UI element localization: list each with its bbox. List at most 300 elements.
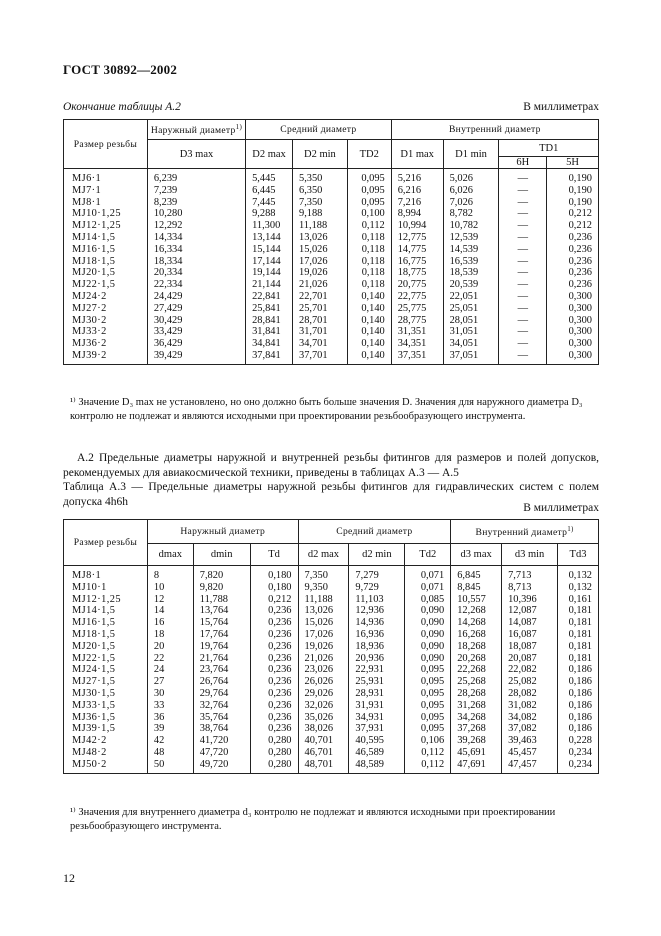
value-cell: 31,351	[391, 326, 443, 338]
value-cell: 0,118	[347, 232, 391, 244]
value-cell: 11,788	[193, 594, 250, 606]
value-cell: 19,026	[293, 267, 348, 279]
value-cell: 34,051	[443, 338, 499, 350]
table-row	[64, 291, 599, 303]
value-cell: 28,051	[443, 315, 499, 327]
table-row	[64, 256, 599, 268]
table-row	[64, 664, 599, 676]
value-cell: 0,186	[557, 676, 598, 688]
value-cell: 14,087	[502, 617, 558, 629]
value-cell: 16,268	[451, 629, 502, 641]
value-cell: 0,300	[547, 291, 599, 303]
thread-size-cell: MJ39·1,5	[64, 723, 148, 735]
value-cell: 13,144	[246, 232, 293, 244]
value-cell: 11,103	[349, 594, 405, 606]
value-cell: 25,701	[293, 303, 348, 315]
value-cell: 5,350	[293, 169, 348, 185]
value-cell: 0,186	[557, 688, 598, 700]
table-row	[64, 747, 599, 759]
value-cell: 37,268	[451, 723, 502, 735]
value-cell: 9,820	[193, 582, 250, 594]
value-cell: 20,087	[502, 653, 558, 665]
value-cell: 0,181	[557, 641, 598, 653]
value-cell: 19,764	[193, 641, 250, 653]
value-cell: 0,236	[547, 256, 599, 268]
table-a3-caption: Таблица А.3 — Предельные диаметры наружной резьбы фитингов для гидравлических систем с полем допуска 4h6h	[63, 481, 599, 508]
thread-size-cell: MJ48·2	[64, 747, 148, 759]
value-cell: 10,396	[502, 594, 558, 606]
value-cell: 47,691	[451, 759, 502, 773]
value-cell: 0,095	[347, 185, 391, 197]
value-cell: 31,082	[502, 700, 558, 712]
value-cell: 46,589	[349, 747, 405, 759]
value-cell: 31,051	[443, 326, 499, 338]
value-cell: 17,764	[193, 629, 250, 641]
table-row	[64, 303, 599, 315]
thread-size-cell: MJ27·2	[64, 303, 148, 315]
value-cell: 22	[147, 653, 193, 665]
value-cell: 10,782	[443, 220, 499, 232]
value-cell: 0,181	[557, 605, 598, 617]
value-cell: 45,457	[502, 747, 558, 759]
value-cell: 14,539	[443, 244, 499, 256]
value-cell: 39,463	[502, 735, 558, 747]
value-cell: 14	[147, 605, 193, 617]
value-cell: 0,236	[250, 676, 298, 688]
value-cell: 0,234	[557, 759, 598, 773]
value-cell: 17,144	[246, 256, 293, 268]
value-cell: 0,112	[405, 759, 451, 773]
value-cell: 0,118	[347, 244, 391, 256]
value-cell: 22,931	[349, 664, 405, 676]
value-cell: 28,841	[246, 315, 293, 327]
value-cell: 38,026	[298, 723, 349, 735]
table-row	[64, 594, 599, 606]
thread-size-cell: MJ7·1	[64, 185, 148, 197]
thread-size-cell: MJ33·1,5	[64, 700, 148, 712]
value-cell: 13,026	[293, 232, 348, 244]
thread-size-cell: MJ16·1,5	[64, 244, 148, 256]
thread-size-cell: MJ10·1	[64, 582, 148, 594]
value-cell: 14,936	[349, 617, 405, 629]
value-cell: 10,994	[391, 220, 443, 232]
value-cell: 25,931	[349, 676, 405, 688]
value-cell: 25,082	[502, 676, 558, 688]
table-row	[64, 688, 599, 700]
value-cell: 0,236	[547, 244, 599, 256]
value-cell: 0,071	[405, 582, 451, 594]
thread-size-cell: MJ14·1,5	[64, 605, 148, 617]
page-number: 12	[63, 871, 75, 885]
value-cell: —	[499, 291, 547, 303]
value-cell: 0,106	[405, 735, 451, 747]
value-cell: 0,095	[405, 664, 451, 676]
table-row	[64, 208, 599, 220]
value-cell: 0,236	[547, 279, 599, 291]
thread-size-cell: MJ24·2	[64, 291, 148, 303]
value-cell: 45,691	[451, 747, 502, 759]
header-td3: Td3	[557, 544, 598, 566]
table1-unit: В миллиметрах	[523, 101, 599, 113]
value-cell: 0,300	[547, 338, 599, 350]
value-cell: 18,087	[502, 641, 558, 653]
value-cell: —	[499, 197, 547, 209]
value-cell: —	[499, 244, 547, 256]
value-cell: 34,931	[349, 712, 405, 724]
value-cell: 15,764	[193, 617, 250, 629]
value-cell: —	[499, 279, 547, 291]
value-cell: 0,118	[347, 279, 391, 291]
value-cell: 0,186	[557, 723, 598, 735]
value-cell: 48,701	[298, 759, 349, 773]
value-cell: 28,931	[349, 688, 405, 700]
header-middle-diameter: Средний диаметр	[298, 520, 451, 544]
value-cell: 9,350	[298, 582, 349, 594]
thread-size-cell: MJ22·1,5	[64, 279, 148, 291]
value-cell: 31,701	[293, 326, 348, 338]
value-cell: 12,087	[502, 605, 558, 617]
value-cell: 8,994	[391, 208, 443, 220]
thread-size-cell: MJ22·1,5	[64, 653, 148, 665]
value-cell: 0,118	[347, 256, 391, 268]
table-row	[64, 350, 599, 364]
value-cell: 7,713	[502, 566, 558, 582]
value-cell: 11,188	[293, 220, 348, 232]
table-a3	[63, 519, 599, 774]
value-cell: 0,236	[250, 723, 298, 735]
value-cell: 0,095	[347, 197, 391, 209]
value-cell: 50	[147, 759, 193, 773]
table3-unit: В миллиметрах	[523, 502, 599, 514]
value-cell: 23,764	[193, 664, 250, 676]
thread-size-cell: MJ18·1,5	[64, 629, 148, 641]
header-outer-diameter: Наружный диаметр$^{1)}$	[147, 120, 245, 140]
header-d2min: d2 min	[349, 544, 405, 566]
value-cell: 27,429	[147, 303, 245, 315]
value-cell: 29,764	[193, 688, 250, 700]
value-cell: 34,351	[391, 338, 443, 350]
table-row	[64, 232, 599, 244]
thread-size-cell: MJ42·2	[64, 735, 148, 747]
header-d2max: d2 max	[298, 544, 349, 566]
value-cell: 9,729	[349, 582, 405, 594]
thread-size-cell: MJ39·2	[64, 350, 148, 364]
value-cell: 9,188	[293, 208, 348, 220]
value-cell: 37,931	[349, 723, 405, 735]
value-cell: 0,161	[557, 594, 598, 606]
value-cell: 35,026	[298, 712, 349, 724]
value-cell: 0,090	[405, 617, 451, 629]
value-cell: 12,775	[391, 232, 443, 244]
value-cell: 12	[147, 594, 193, 606]
value-cell: 34,701	[293, 338, 348, 350]
value-cell: 0,132	[557, 582, 598, 594]
value-cell: 18,539	[443, 267, 499, 279]
value-cell: 0,181	[557, 617, 598, 629]
value-cell: —	[499, 267, 547, 279]
value-cell: 0,236	[250, 629, 298, 641]
value-cell: 41,720	[193, 735, 250, 747]
value-cell: 48,589	[349, 759, 405, 773]
value-cell: 6,026	[443, 185, 499, 197]
value-cell: 49,720	[193, 759, 250, 773]
value-cell: 0,280	[250, 747, 298, 759]
value-cell: 0,095	[405, 700, 451, 712]
value-cell: 0,181	[557, 629, 598, 641]
value-cell: 42	[147, 735, 193, 747]
value-cell: 22,051	[443, 291, 499, 303]
header-td1: TD1	[499, 140, 599, 157]
table-row	[64, 326, 599, 338]
value-cell: 28,082	[502, 688, 558, 700]
value-cell: 0,095	[405, 676, 451, 688]
value-cell: 16,087	[502, 629, 558, 641]
document-header: ГОСТ 30892—2002	[63, 62, 178, 77]
value-cell: 20,539	[443, 279, 499, 291]
thread-size-cell: MJ18·1,5	[64, 256, 148, 268]
value-cell: 25,051	[443, 303, 499, 315]
header-td2: Td2	[405, 544, 451, 566]
value-cell: 32,026	[298, 700, 349, 712]
value-cell: 0,186	[557, 664, 598, 676]
table-row	[64, 267, 599, 279]
value-cell: 37,701	[293, 350, 348, 364]
value-cell: 32,764	[193, 700, 250, 712]
value-cell: 13,026	[298, 605, 349, 617]
value-cell: 31,268	[451, 700, 502, 712]
value-cell: 24,429	[147, 291, 245, 303]
value-cell: 21,764	[193, 653, 250, 665]
table-row	[64, 169, 599, 185]
table-row	[64, 185, 599, 197]
value-cell: 9,288	[246, 208, 293, 220]
value-cell: 39,268	[451, 735, 502, 747]
value-cell: 7,350	[293, 197, 348, 209]
value-cell: 12,936	[349, 605, 405, 617]
value-cell: 47,720	[193, 747, 250, 759]
value-cell: 11,300	[246, 220, 293, 232]
value-cell: 19,144	[246, 267, 293, 279]
value-cell: 5,026	[443, 169, 499, 185]
value-cell: 47,457	[502, 759, 558, 773]
value-cell: 22,841	[246, 291, 293, 303]
value-cell: 0,090	[405, 605, 451, 617]
value-cell: —	[499, 208, 547, 220]
thread-size-cell: MJ36·2	[64, 338, 148, 350]
value-cell: 23,026	[298, 664, 349, 676]
value-cell: 40,701	[298, 735, 349, 747]
value-cell: 25,775	[391, 303, 443, 315]
value-cell: 36	[147, 712, 193, 724]
value-cell: 12,539	[443, 232, 499, 244]
value-cell: 8,845	[451, 582, 502, 594]
value-cell: —	[499, 256, 547, 268]
value-cell: —	[499, 326, 547, 338]
value-cell: 0,140	[347, 338, 391, 350]
value-cell: 31,841	[246, 326, 293, 338]
value-cell: —	[499, 220, 547, 232]
value-cell: 0,300	[547, 326, 599, 338]
thread-size-cell: MJ33·2	[64, 326, 148, 338]
value-cell: 16	[147, 617, 193, 629]
table-row	[64, 653, 599, 665]
header-inner-diameter: Внутренний диаметр	[391, 120, 598, 140]
value-cell: 18	[147, 629, 193, 641]
value-cell: 0,112	[347, 220, 391, 232]
table-row	[64, 566, 599, 582]
value-cell: 27	[147, 676, 193, 688]
value-cell: 11,188	[298, 594, 349, 606]
value-cell: 0,140	[347, 326, 391, 338]
value-cell: 10,557	[451, 594, 502, 606]
value-cell: 7,445	[246, 197, 293, 209]
value-cell: 39,429	[147, 350, 245, 364]
table-row	[64, 617, 599, 629]
table-a2-end	[63, 119, 599, 365]
value-cell: 0,236	[250, 664, 298, 676]
value-cell: 29,026	[298, 688, 349, 700]
value-cell: 36,429	[147, 338, 245, 350]
value-cell: 22,701	[293, 291, 348, 303]
value-cell: 48	[147, 747, 193, 759]
value-cell: 0,190	[547, 185, 599, 197]
value-cell: 20,936	[349, 653, 405, 665]
value-cell: 20,268	[451, 653, 502, 665]
value-cell: 20,775	[391, 279, 443, 291]
table-row	[64, 582, 599, 594]
value-cell: 5,216	[391, 169, 443, 185]
value-cell: 0,236	[250, 700, 298, 712]
value-cell: 33,429	[147, 326, 245, 338]
value-cell: 0,228	[557, 735, 598, 747]
header-dmax: dmax	[147, 544, 193, 566]
value-cell: 34,841	[246, 338, 293, 350]
header-d2max: D2 max	[246, 140, 293, 169]
value-cell: 0,280	[250, 735, 298, 747]
thread-size-cell: MJ50·2	[64, 759, 148, 773]
value-cell: 34,268	[451, 712, 502, 724]
value-cell: 21,144	[246, 279, 293, 291]
header-dmin: dmin	[193, 544, 250, 566]
value-cell: 0,190	[547, 169, 599, 185]
value-cell: 7,026	[443, 197, 499, 209]
value-cell: 22,268	[451, 664, 502, 676]
table-row	[64, 676, 599, 688]
header-td: Td	[250, 544, 298, 566]
thread-size-cell: MJ12·1,25	[64, 594, 148, 606]
value-cell: 0,186	[557, 700, 598, 712]
header-outer-diameter: Наружный диаметр	[147, 520, 298, 544]
value-cell: 31,931	[349, 700, 405, 712]
section-a2-paragraph: А.2 Предельные диаметры наружной и внутренней резьбы фитингов для размеров и полей допусков, рекомендуемых для авиакосмической техники, приведены в таблицах А.3 — А.5	[63, 452, 599, 479]
value-cell: 7,350	[298, 566, 349, 582]
table-row	[64, 700, 599, 712]
table1-footnote: ¹⁾ Значение D₃ max не установлено, но оно должно быть больше значения D. Значения для наружного диаметра D₃ контролю не подлежат и являются исходными при проектировании резьбообразующего инструмента.	[70, 397, 583, 422]
header-d3min: d3 min	[502, 544, 558, 566]
thread-size-cell: MJ20·1,5	[64, 641, 148, 653]
value-cell: 30,429	[147, 315, 245, 327]
value-cell: 0,095	[405, 712, 451, 724]
value-cell: 22,082	[502, 664, 558, 676]
value-cell: 0,132	[557, 566, 598, 582]
value-cell: 0,140	[347, 350, 391, 364]
table-row	[64, 338, 599, 350]
value-cell: 14,268	[451, 617, 502, 629]
value-cell: 46,701	[298, 747, 349, 759]
value-cell: 26,026	[298, 676, 349, 688]
value-cell: 0,236	[250, 605, 298, 617]
table-continuation-caption: Окончание таблицы А.2	[63, 101, 181, 113]
value-cell: 0,090	[405, 629, 451, 641]
thread-size-cell: MJ10·1,25	[64, 208, 148, 220]
value-cell: —	[499, 303, 547, 315]
table-row	[64, 244, 599, 256]
value-cell: 16,936	[349, 629, 405, 641]
value-cell: 38,764	[193, 723, 250, 735]
table-row	[64, 723, 599, 735]
value-cell: 25,841	[246, 303, 293, 315]
value-cell: 0,236	[250, 617, 298, 629]
value-cell: 15,026	[293, 244, 348, 256]
value-cell: 20,334	[147, 267, 245, 279]
value-cell: 0,180	[250, 582, 298, 594]
value-cell: 0,236	[250, 712, 298, 724]
table-row	[64, 759, 599, 773]
value-cell: 12,292	[147, 220, 245, 232]
value-cell: 8,782	[443, 208, 499, 220]
value-cell: 25,268	[451, 676, 502, 688]
value-cell: 37,051	[443, 350, 499, 364]
value-cell: 0,236	[250, 688, 298, 700]
value-cell: 17,026	[298, 629, 349, 641]
value-cell: 13,764	[193, 605, 250, 617]
thread-size-cell: MJ14·1,5	[64, 232, 148, 244]
value-cell: 0,140	[347, 315, 391, 327]
value-cell: 0,118	[347, 267, 391, 279]
header-grade-5h: 5H	[547, 157, 599, 169]
table-row	[64, 605, 599, 617]
value-cell: 0,071	[405, 566, 451, 582]
header-grade-6h: 6H	[499, 157, 547, 169]
value-cell: 14,775	[391, 244, 443, 256]
value-cell: —	[499, 350, 547, 364]
value-cell: 0,190	[547, 197, 599, 209]
value-cell: 39	[147, 723, 193, 735]
value-cell: 8,239	[147, 197, 245, 209]
value-cell: 0,180	[250, 566, 298, 582]
header-thread-size: Размер резьбы	[64, 520, 148, 566]
thread-size-cell: MJ30·2	[64, 315, 148, 327]
header-d1min: D1 min	[443, 140, 499, 169]
value-cell: 0,085	[405, 594, 451, 606]
table-row	[64, 712, 599, 724]
value-cell: —	[499, 315, 547, 327]
thread-size-cell: MJ8·1	[64, 197, 148, 209]
value-cell: 40,595	[349, 735, 405, 747]
value-cell: 35,764	[193, 712, 250, 724]
value-cell: —	[499, 338, 547, 350]
value-cell: 37,841	[246, 350, 293, 364]
thread-size-cell: MJ24·1,5	[64, 664, 148, 676]
header-d3max: D3 max	[147, 140, 245, 169]
value-cell: 33	[147, 700, 193, 712]
value-cell: 0,280	[250, 759, 298, 773]
value-cell: 15,026	[298, 617, 349, 629]
value-cell: 19,026	[298, 641, 349, 653]
value-cell: 7,239	[147, 185, 245, 197]
thread-size-cell: MJ36·1,5	[64, 712, 148, 724]
value-cell: 37,082	[502, 723, 558, 735]
